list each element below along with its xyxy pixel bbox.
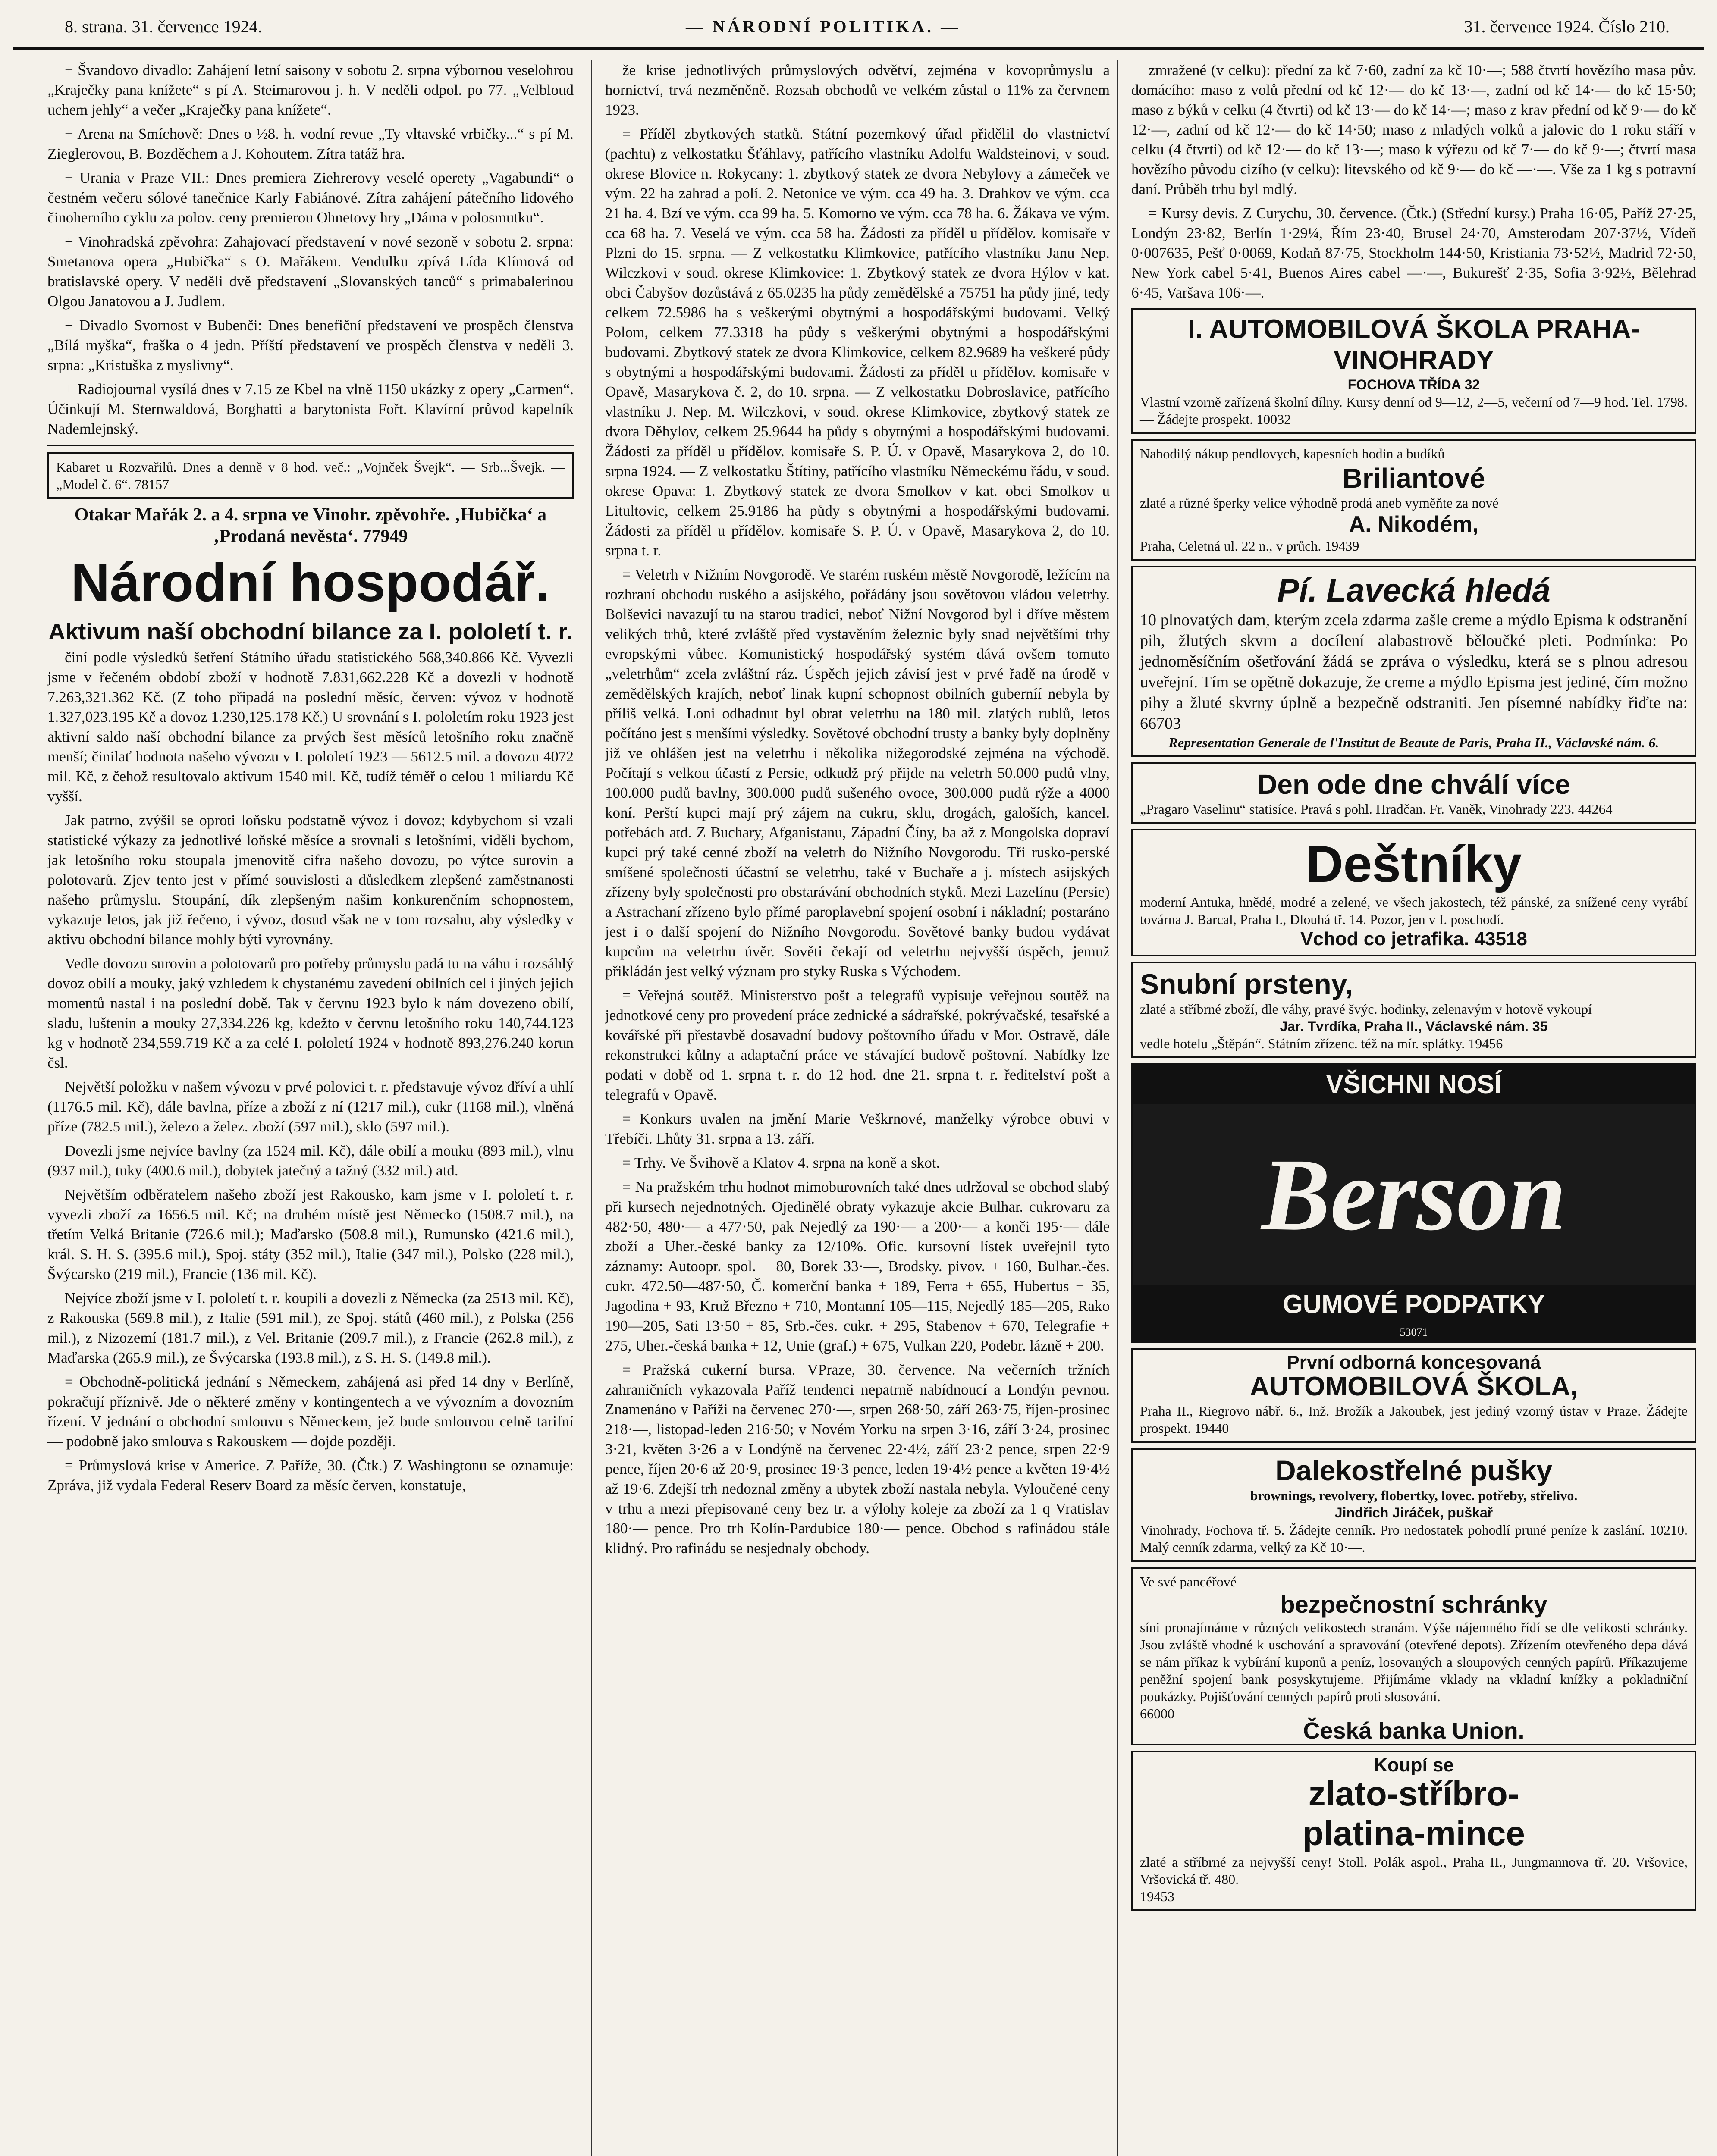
masthead: — NÁRODNÍ POLITIKA. — — [686, 17, 961, 36]
prsteny-title: Snubní prsteny, — [1140, 968, 1353, 1000]
article-paragraph: Vedle dovozu surovin a polotovarů pro potřeby průmyslu padá tu na váhu i rozsáhlý dovoz obilí a mouky, jaký vzhledem k chystanému zavedení obilních cel i jiných jejich momentů nastal i na poslední době. Tak v červnu 1923 bylo k nám dovezeno obilí, sladu, luštenin a mouky 27,334.226 kg, kdežto v červnu letošního roku 140,744.123 kg v hodnotě 234,559.719 Kč a za celé I. pololetí 1924 v hodnotě 893,276.240 korun čsl. — [47, 955, 574, 1071]
schranky-text: síni pronajímáme v různých velikostech stranám. Výše nájemného řídí se dle velikosti schránky. Jsou zvláště vhodné k uschování a spravování (otevřené depots). Zřízením otevřeného depa dává se nám příkaz k vybírání kuponů a peníz, losovaných a sloupových cenných papírů. Příkazujeme peněžní spojení bank posyskytujeme. Přijímáme vklady na vkladní knížky a pokladniční poukázky. Pojišťování cenných papírů proti slosování. — [1140, 1620, 1688, 1704]
theatre-notice: + Divadlo Svornost v Bubenči: Dnes benefiční představení ve prospěch členstva „Bílá myška“, fraška o 4 jedn. Příští představení ve prospěch členstva v neděli 3. srpna: „Kristuška z myslivny“. — [47, 317, 574, 373]
news-paragraph: = Pražská cukerní bursa. VPraze, 30. července. Na večerních tržních zahraničních vykazovala Paříž tendenci nepatrně nabídnoucí a Londýn pevnou. Znamenáno v Paříži na červenec 270·—, srpen 268·50, září 263·75, říjen-prosinec 218·—, listopad-leden 216·50; v Novém Yorku na srpen 3·16, září 3·24, prosinec 3·21, květen 3·26 a v Londýně na červenec 22·4½, září 23·2 pence, srpen 22·9 pence, říjen 20·6 až 20·9, prosinec 19·3 pence, leden 19·4½ pence a květen 19·4½ až 19·6. Zdejší trh nedoznal změny a ubytek zboží nastala nebyla. Vyloučené ceny v trhu a mezi přepisované ceny bez tr. a výlohy koleje za zboží za 1 q Vratislav 180·— pence. Pro trh Kolín-Pardubice 180·— pence. Obchod s rafinádou stále klidný. Pro rafinádu se nesjednaly obchody. — [605, 1361, 1110, 1557]
zlato-code: 19453 — [1140, 1889, 1174, 1904]
destniky-ad — [1131, 829, 1696, 956]
prsteny-ad — [1131, 962, 1696, 1058]
autoskola-text: Praha II., Riegrovo nábř. 6., Inž. Brožík a Jakoubek, jest jediný vzorný ústav v Praze. Žádejte prospekt. 19440 — [1140, 1403, 1688, 1436]
article-paragraph: činí podle výsledků šetření Státního úřadu statistického 568,340.866 Kč. Vyvezli jsme v řečeném období zboží v hodnotě 7.831,662.228 Kč a dovezli v hodnotě 7.263,321.362 Kč. (Z toho připadá na poslední měsíc, červen: vývoz v hodnotě 1.327,023.195 Kč a dovoz 1.230,125.178 Kč.) U srovnání s I. pololetím roku 1923 jest aktivní saldo naší obchodní bilance za prvých šest měsíců letošního roku značně menší; činilať hodnota našeho vývozu v I. pololetí 1923 — 5612.5 mil. a dovozu 4072 mil. Kč, z čehož resultovalo aktivum 1540 mil. Kč, tudíž téměř o celou 1 miliardu Kč vyšší. — [47, 649, 574, 805]
den-text: „Pragaro Vaselinu“ statisíce. Pravá s pohl. Hradčan. Fr. Vaněk, Vinohrady 223. 44264 — [1140, 801, 1613, 817]
schranky-ad — [1131, 1567, 1696, 1745]
school-title: I. AUTOMOBILOVÁ ŠKOLA PRAHA-VINOHRADY — [1187, 314, 1640, 375]
page-number-date: 8. strana. 31. července 1924. — [65, 17, 262, 36]
market-paragraph: zmražené (v celku): přední za kč 7·60, zadní za kč 10·—; 588 čtvrtí hovězího masa pův. domácího: maso z volů přední od kč 12·— do kč 13·—, zadní od kč 14·— do kč 15·50; maso z býků v celku (4 čtvrti) od kč 13·— do kč 14·—; maso z krav přední od kč 9·— do kč 12·—, zadní od kč 12·— do kč 14·50; maso z mladých volků a jalovic do 1 roku stáří v celku (4 čtvrti) od kč 12·— do kč 13·—; maso k výřezu od kč 7·— do kč 9·—; čtvrtí masa hovězího původu cizího (v celku): litevského od kč 9·— do kč —·—. Vše za 1 kg s potravní daní. Průběh trhu byl mdlý. — [1131, 62, 1696, 197]
theatre-notice: + Švandovo divadlo: Zahájení letní saisony v sobotu 2. srpna výbornou veselohrou „Kraječky pana knížete“ s pí A. Steimarovou j. h. V neděli odpol. po 77. „Velbloud uchem jehly“ a večer „Kraječky pana knížete“. — [47, 62, 574, 118]
lavecka-ad — [1131, 566, 1696, 757]
den-title: Den ode dne chválí více — [1257, 769, 1570, 800]
zlato-text: zlaté a stříbrné za nejvyšší ceny! Stoll. Polák aspol., Praha II., Jungmannova tř. 20. Vršovice, Vršovická tř. 480. — [1140, 1854, 1688, 1887]
destniky-text: moderní Antuka, hnědé, modré a zelené, ve všech jakostech, též pánské, za snížené ceny vyrábí továrna J. Barcal, Praha I., Dlouhá tř. 14. Pozor, jen v I. poschodí. — [1140, 894, 1688, 927]
column-left — [47, 60, 574, 2156]
lavecka-footer: Representation Generale de l'Institut de Beaute de Paris, Praha II., Václavské nám. 6. — [1168, 735, 1659, 750]
vaselina-ad — [1131, 762, 1696, 824]
zlato-line1: zlato-stříbro- — [1308, 1774, 1519, 1813]
autoskola-title: AUTOMOBILOVÁ ŠKOLA, — [1249, 1372, 1578, 1401]
pusky-text: Vinohrady, Fochova tř. 5. Žádejte cenník. Pro nedostatek pohodlí pruné peníze k zaslání. 10210. Malý cenník zdarma, velký za Kč 10·—. — [1140, 1522, 1688, 1555]
pusky-ad — [1131, 1448, 1696, 1562]
schranky-title: bezpečnostní schránky — [1280, 1591, 1547, 1618]
schranky-code: 66000 — [1140, 1706, 1174, 1721]
nikodem-text-2: zlaté a různé šperky velice výhodně prodá aneb vyměňte za nové — [1140, 495, 1499, 511]
news-paragraph: = Veletrh v Nižním Novgorodě. Ve starém ruském městě Novgorodě, ležícím na rozhraní obchodu ruského a asijského, pořádány jsou sovětovou vládou veletrhy. Bolševici navazují tu na starou tradici, neboť Nižní Novgorod byl i dříve městem velikých trhů, které zvláště před vystavěním železnic byly snad největšími trhy evropskými vůbec. Komunistický hospodářský systém dává ovšem tomuto „veletrhům“ zcela zvláštní ráz. Úspěch jejich závisí jest v prvé řadě na úrodě v zemědělských krajích, neboť linak kupní schopnost obilních guberníí nebyla by příliš velká. Loni odhadnut byl obrat veletrhu na 180 mil. zlatých rublů, letos počítáno jest s menšími výsledky. Sovětové obchodní trusty a banky byly doplněny již ve ohlášen jest na veletrhu i několika nižegorodské zejména na východě. Počítají s velkou účastí z Persie, odkudž prý přijde na veletrh 50.000 pudů vlny, 100.000 pudů bavlny, 300.000 pudů sušeného ovoce, 300.000 pudů rýže a 4000 koní. Perští kupci mají prý zájem na cukru, sklu, drogách, galoších, kancel. potřebách atd. Z Buchary, Afganistanu, Západní Číny, ba až z Mongolska dopraví kupci prý také cenné zboží na veletrh do Nižního Novgorodu. Tři rusko-perské smíšené společnosti účastní se veletrhu, také v Buchaře a j. místech asijských zřízeny byly společnosti pro obstarávání obchodních styků. Mezi Lazelínu (Persie) a Astrachaní zřízeno bylo přímé paroplavební spojení osobní i nákladní; postaráno jest i o další spojení do Nižního Novgorodu. Sovětové banky budou vydávat kupcům na veletrhu úvěr. Sověti čekají od veletrhu nejvyšší úspěch, jemuž přikládán jest velký význam pro styky Ruska s Východem. — [605, 566, 1110, 980]
article-paragraph: Největší položku v našem vývozu v prvé polovici t. r. představuje vývoz dříví a uhlí (1176.5 mil. Kč), dále bavlna, příze a zboží z ní (1217 mil.), cukr (1168 mil.), vlněná příze (782.5 mil.), železo a želez. zboží (597 mil.), sklo (597 mil.). — [47, 1078, 574, 1135]
economy-news — [605, 60, 1110, 1558]
theatre-notices — [47, 60, 574, 439]
berson-bottom: GUMOVÉ PODPATKY — [1283, 1290, 1545, 1319]
lavecka-title: Pí. Lavecká hledá — [1277, 572, 1551, 609]
destniky-title: Deštníky — [1306, 835, 1522, 893]
zlato-ad — [1131, 1751, 1696, 1911]
news-paragraph: = Veřejná soutěž. Ministerstvo pošt a telegrafů vypisuje veřejnou soutěž na jednotkové ceny pro provedení práce zednické a sádrařské, pokrývačské, tesařské a kovářské při přestavbě dosavadní budovy poštovního úřadu v Mor. Ostravě, dále rekonstrukci kůlny a adaptační práce ve stávající budově poštovní. Nabídky lze podati v době od 1. srpna t. r. do 12 hod. dne 21. srpna t. r. ředitelství pošt a telegrafů v Opavě. — [605, 987, 1110, 1103]
pusky-items: brownings, revolvery, flobertky, lovec. potřeby, střelivo. — [1250, 1488, 1578, 1503]
zlato-top: Koupí se — [1374, 1755, 1454, 1776]
column-right — [1117, 60, 1696, 2156]
pusky-name: Jindřich Jiráček, puškař — [1334, 1505, 1493, 1520]
berson-code: 53071 — [1400, 1326, 1428, 1338]
news-paragraph: = Na pražském trhu hodnot mimoburovních také dnes udržoval se obchod slabý při kursech nejednotných. Ojedinělé obraty vykazuje akcie Bulhar. cukrovaru za 482·50, 480·— a 477·50, pak Nejedlý za 190·— a 200·— a konči 195·— dále zboží a Uher.-české banky za 12/10%. Ofic. kursovní lístek uveřejnil tyto záznamy: Autoopr. spol. + 80, Borek 33·—, Brodsky. pivov. + 160, Bulhar.-čes. cukr. 472.50—487·50, Č. komerční banka + 189, Ferra + 655, Hubertus + 35, Jagodina + 93, Kruž Březno + 710, Montanní 105—115, Nejedlý 185—205, Rako 190—205, Sati 13·50 + 85, Srb.-čes. cukr. + 295, Stabenov + 670, Telegrafie + 275, Uher.-česká banka + 12, Unie (graf.) + 675, Vulkan 220, Podebr. lázně + 200. — [605, 1178, 1110, 1354]
kabaret-ad: Kabaret u Rozvařilů. Dnes a denně v 8 hod. več.: „Vojnček Švejk“. — Srb...Švejk. — „Model č. 6“. 78157 — [47, 452, 574, 499]
article-paragraph: = Obchodně-politická jednání s Německem, zahájená asi před 14 dny v Berlíně, pokračují příznivě. Jde o některé změny v kontingentech a ve vývozním a dovozním řízení. V jednání o obchodní smlouvu s Německem, jež bude smlouvou celně tarifní — podobně jako smlouva s Rakouskem — dojde později. — [47, 1373, 574, 1450]
news-paragraph: = Příděl zbytkových statků. Státní pozemkový úřad přidělil do vlastnictví (pachtu) z velkostatku Šťáhlavy, patřícího vlastníku Adolfu Waldsteinovi, v soud. okrese Blovice n. Rokycany: 1. zbytkový statek ze dvora Nebylovy a zámeček ve vým. 22 ha zahrad a polí. 2. Netonice ve vým. cca 49 ha. 3. Drahkov ve vým. cca 21 ha. 4. Bzí ve vým. cca 99 ha. 5. Komorno ve vým. cca 78 ha. 6. Žákava ve vým. cca 68 ha. 7. Veselá ve vým. cca 58 ha. Žádosti za příděl u přídělov. komisaře v Plzni do 15. srpna. — Z velkostatku Klimkovice, patřícího vlastníku Janu Nep. Wilczkovi v soud. okrese Klimkovice: 1. Zbytkový statek ze dvora Hýlov v kat. obci Čabyšov dozůstává z 65.0235 ha půdy zemědělské a 75751 ha půdy jiné, tedy celkem 72.5986 ha s veškerými obytnými a hospodářskými budovami. Velký Polom, celkem 77.3318 ha půdy s veškerými obytnými a hospodářskými budovami. Zbytkový statek ze dvora Klimkovice, celkem 82.9689 ha veškeré půdy s obytnými a hospodářskými budovami. Žádosti za příděl u přídělov. komisaře v Opavě, Masarykova č. 2, do 10. srpna. — Z velkostatku Dobroslavice, patřícího vlastníku J. Nep. M. Wilczkovi, v soud. okrese Klimkovice, zbytkový statek ze dvora Děhylov, celkem 25.9644 ha půdy s obytnými a hospodářskými budovami. Žádosti za příděl u přídělov. komisaře S. P. Ú. v Opavě, Masarykova 2, do 10. srpna 1924. — Z velkostatku Štítiny, patřícího vlastníku Německému řádu, v soud. okrese Opava: 1. Zbytkový statek ze dvora Smolkov v kat. obci Smolkov u Litultovic, celkem 25.9186 ha půdy s obytnými a hospodářskými budovami. Žádosti za příděl u přídělov. komisaře S. P. Ú. v Opavě, Masarykova 2, do 10. srpna t. r. — [605, 125, 1110, 559]
autoskola-vinohrady-ad — [1131, 308, 1696, 434]
section-title: Národní hospodář. — [71, 553, 550, 613]
school-text: Vlastní vzorně zařízená školní dílny. Kursy denní od 9—12, 2—5, večerní od 7—9 hod. Tel. 1798. — Žádejte prospekt. 10032 — [1140, 394, 1688, 427]
article-paragraph: Jak patrno, zvýšil se oproti loňsku podstatně vývoz i dovoz; kdybychom si vzali statistické výkazy za jednotlivé loňské měsíce a srovnali s letošními, viděli bychom, jak letošního roku stoupala jmenovitě cifra našeho dovozu, po výtce surovin a polotovarů. Zjev tento jest v přímé souvislosti a důsledkem zlepšené zaměstnanosti našeho průmyslu. Stoupání, dík zlepšeným našim konkurenčním schopnostem, vykazuje letos, jak již řečeno, i vývoz, dosud však ne v tom rozsahu, aby výsledky v aktivu obchodní bilance mohly býti vyrovnány. — [47, 812, 574, 948]
theatre-notice: + Radiojournal vysílá dnes v 7.15 ze Kbel na vlně 1150 ukázky z opery „Carmen“. Účinkují M. Sternwaldová, Borghatti a barytonista Fořt. Klavírní průvod kapelník Nademlejnský. — [47, 381, 574, 437]
pusky-title: Dalekostřelné pušky — [1275, 1454, 1552, 1486]
schranky-bank: Česká banka Union. — [1303, 1718, 1525, 1744]
autoskola-ad — [1131, 1348, 1696, 1443]
nikodem-ad — [1131, 439, 1696, 561]
zlato-line2: platina-mince — [1303, 1814, 1525, 1852]
marak-ad: Otakar Mařák 2. a 4. srpna ve Vinohr. zpěvohře. ‚Hubička‘ a ‚Prodaná nevěsta‘. 77949 — [74, 505, 547, 546]
theatre-notice: + Arena na Smíchově: Dnes o ½8. h. vodní revue „Ty vltavské vrbičky...“ s pí M. Zieglerovou, B. Bozděchem a J. Kohoutem. Zítra tatáž hra. — [47, 125, 574, 162]
news-paragraph: = Trhy. Ve Švihově a Klatov 4. srpna na koně a skot. — [622, 1154, 940, 1171]
page-header — [13, 9, 1704, 50]
article-paragraph: Největším odběratelem našeho zboží jest Rakousko, kam jsme v I. pololetí t. r. vyvezli zboží za 1656.5 mil. Kč; na druhém místě jest Německo (1508.7 mil.), na třetím Velká Britanie (726.6 mil.); Maďarsko (508.8 mil.), Rumunsko (421.6 mil.), král. S. H. S. (395.6 mil.), Spoj. státy (352 mil.), Italie (347 mil.), Polsko (228 mil.), Švýcarsko (219 mil.), Francie (136 mil. Kč). — [47, 1186, 574, 1282]
news-paragraph: že krise jednotlivých průmyslových odvětví, zejména v kovoprůmyslu a hornictví, trvá nezměněně. Rozsah obchodů ve velkém zůstal o 11% za červnem 1923. — [605, 62, 1110, 118]
nikodem-text: Nahodilý nákup pendlovych, kapesních hodin a budíků — [1140, 446, 1445, 461]
theatre-notice: + Urania v Praze VII.: Dnes premiera Ziehrerovy veselé operety „Vagabundi“ o čestném večeru sólové tanečnice Karly Fabiánové. Zítra zahájení pátečního lidového činoherního cyklu za polov. ceny premierou Ohnetovy hry „Dáma v polosmutku“. — [47, 169, 574, 226]
article-paragraph: Nejvíce zboží jsme v I. pololetí t. r. koupili a dovezli z Německa (za 2513 mil. Kč), z Rakouska (569.8 mil.), z Italie (591 mil.), ze Spoj. států (460 mil.), z Polska (256 mil.), z Nizozemí (181.7 mil.), z Vel. Britanie (209.7 mil.), z Francie (262.8 mil.), z Maďarska (265.9 mil.), ze Švýcarska (193.8 mil.), z S. H. S. (149.8 mil.). — [47, 1290, 574, 1366]
prsteny-name: Jar. Tvrdíka, Praha II., Václavské nám. 35 — [1280, 1018, 1548, 1034]
autoskola-sub: První odborná koncesovaná — [1287, 1352, 1541, 1373]
market-paragraph: = Kursy devis. Z Curychu, 30. července. (Čtk.) (Střední kursy.) Praha 16·05, Paříž 27·25, Londýn 23·82, Berlín 1·29¼, Řím 23·40, Brusel 24·70, Amsterodam 207·37½, Vídeň 0·007635, Pešť 0·0069, Kodaň 87·75, Stockholm 144·50, Kristiania 73·52½, Madrid 72·50, New York cabel 5·41, Buenos Aires cabel —·—, Bukurešť 2·35, Sofia 3·92½, Bělehrad 6·45, Varšava 106·—. — [1131, 205, 1696, 301]
issue-number: 31. července 1924. Číslo 210. — [1464, 17, 1670, 36]
nikodem-name: A. Nikodém, — [1349, 512, 1479, 537]
article-title: Aktivum naší obchodní bilance za I. pololetí t. r. — [48, 619, 573, 645]
lavecka-text: 10 plnovatých dam, kterým zcela zdarma zašle creme a mýdlo Episma k odstranění pih, žlutých skvrn a docílení alabastrově běloučké pleti. Podmínka: Po jednoměsíčním ošetřování žádá se zpráva o výsledku, která se s plnou adresou uveřejní. Tím se opětně dokazuje, že creme a mýdlo Episma jest jediné, čím možno pihy a žluté skvrny úplně a bezpečně odstraniti. Jen písemné nabídky řiďte na: 66703 — [1140, 611, 1688, 733]
prsteny-footer: vedle hotelu „Štěpán“. Státním zřízenc. též na mír. splátky. 19456 — [1140, 1036, 1503, 1051]
article-paragraph: = Průmyslová krise v Americe. Z Paříže, 30. (Čtk.) Z Washingtonu se oznamuje: Zpráva, již vydala Federal Reserv Board za měsíc červen, konstatuje, — [47, 1457, 574, 1494]
berson-top: VŠICHNI NOSÍ — [1326, 1070, 1502, 1099]
article-body — [47, 648, 574, 1495]
berson-ad — [1131, 1063, 1696, 1343]
nikodem-title: Briliantové — [1342, 463, 1485, 494]
theatre-notice: + Vinohradská zpěvohra: Zahajovací představení v nové sezoně v sobotu 2. srpna: Smetanova opera „Hubička“ s O. Mařákem. Vendulku zpívá Lída Klímová od bratislavské opery. V neděli dvě představení „Slovanských tanců“ s primabalerinou Olgou Janatovou a J. Judlem. — [47, 233, 574, 310]
news-paragraph: = Konkurs uvalen na jmění Marie Veškrnové, manželky výrobce obuvi v Třebíči. Lhůty 31. srpna a 13. září. — [605, 1110, 1110, 1147]
destniky-footer: Vchod co jetrafika. 43518 — [1300, 928, 1527, 950]
schranky-lead: Ve své pancéřové — [1140, 1574, 1237, 1589]
nikodem-address: Praha, Celetná ul. 22 n., v průch. 19439 — [1140, 538, 1359, 554]
prsteny-text: zlaté a stříbrné zboží, dle váhy, pravé švýc. hodinky, zelenavým v hotově vykoupí — [1140, 1001, 1592, 1017]
berson-logo: Berson — [1133, 1104, 1695, 1285]
article-paragraph: Dovezli jsme nejvíce bavlny (za 1524 mil. Kč), dále obilí a mouku (893 mil.), vlnu (937 mil.), tuky (400.6 mil.), dobytek jatečný a tažný (332 mil.) atd. — [47, 1142, 574, 1179]
column-middle — [591, 60, 1110, 2156]
market-reports — [1131, 60, 1696, 303]
school-address: FOCHOVA TŘÍDA 32 — [1347, 377, 1480, 392]
